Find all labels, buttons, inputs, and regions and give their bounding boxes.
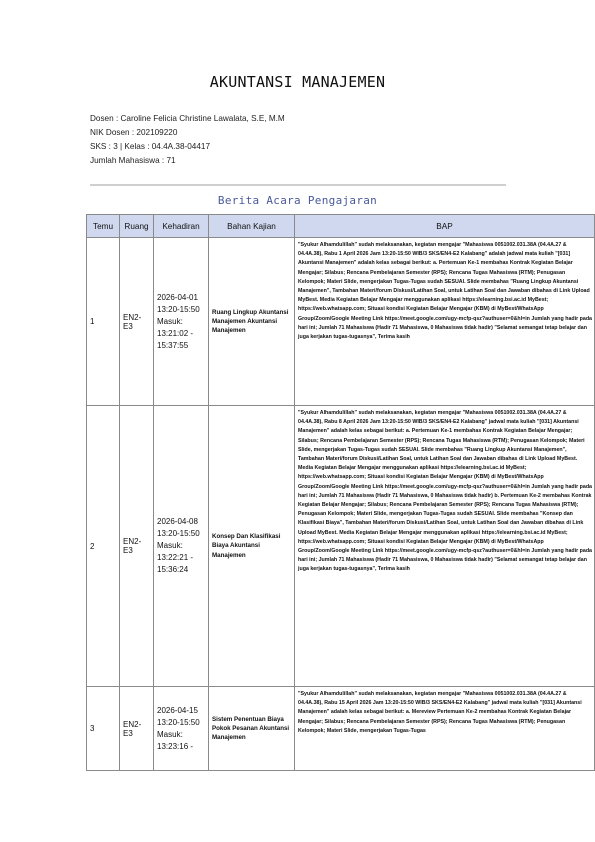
cell-ruang: EN2-E3 xyxy=(120,406,154,687)
header-kehadiran: Kehadiran xyxy=(154,215,209,238)
header-ruang: Ruang xyxy=(120,215,154,238)
table-row xyxy=(87,406,595,687)
cell-bap xyxy=(295,687,595,771)
cell-ruang: EN2-E3 xyxy=(120,687,154,771)
kehadiran-date: 2026-04-08 13:20-15:50 xyxy=(157,517,200,538)
cell-kehadiran xyxy=(154,687,209,771)
table-row xyxy=(87,238,595,406)
cell-kehadiran xyxy=(154,406,209,687)
header-bap: BAP xyxy=(295,215,595,238)
table-row xyxy=(87,687,595,771)
cell-bahan-kajian: Sistem Penentuan Biaya Pokok Pesanan Akuntansi Manajemen xyxy=(209,687,295,771)
cell-bap: "Syukur Alhamdulillah" sudah melaksanakan, kegiatan mengajar "Mahasiswa 0051002.031.38A (04.4A.27 & 04.4A.38), Rabu 8 April 2026 Jam 13:20-15:50 WIB/3 SKS/EN4-E2 Kalabang" jadwal mata kuliah "[031] Akuntansi Manajemen" adalah kelas sebagai berikut: a. Pertemuan Ke-1 membahas Kontrak Kegiatan Belajar Mengajar; Silabus; Rencana Pembelajaran Semester (RPS); Rencana Tugas Mahasiswa (RTM); Penugasan Kelompok; Materi Slide, mengerjakan Tugas-Tugas sudah SESUAI. Slide membahas "Ruang Lingkup Akuntansi Manajemen", Tambahan Materi/forum Diskusi/Latihan Soal, untuk Latihan Soal dan Jawaban dibahas di Link Upload MyBest. Media Kegiatan Belajar Mengajar menggunakan aplikasi https://elearning.bsi.ac.id MyBest; https://web.whatsapp.com; Situasi kondisi Kegiatan Belajar Mengajar (KBM) di MyBest/WhatsApp Group/Zoom/Google Meeting Link https://meet.google.com/ugy-mcfp-qsz?authuser=0&hl=in Jumlah yang hadir pada hari ini; Jumlah 71 Mahasiswa (Hadir 71 Mahasiswa, 0 Mahasiswa tidak hadir) b. Pertemuan Ke-2 membahas Kontrak Kegiatan Belajar Mengajar; Silabus; Rencana Pembelajaran Semester (RPS); Rencana Tugas Mahasiswa (RTM); Penugasan Kelompok; Materi Slide, mengerjakan Tugas-Tugas sudah SESUAI. Slide membahas "Konsep dan Klasifikasi Biaya", Tambahan Materi/forum Diskusi/Latihan Soal, untuk Latihan Soal dan Jawaban dibahas di Link Upload MyBest. Media Kegiatan Belajar Mengajar menggunakan aplikasi https://elearning.bsi.ac.id MyBest; https://web.whatsapp.com; Situasi kondisi Kegiatan Belajar Mengajar (KBM) di MyBest/WhatsApp Group/Zoom/Google Meeting Link https://meet.google.com/ugy-mcfp-qsz?authuser=0&hl=in Jumlah yang hadir pada hari ini; Jumlah 71 Mahasiswa (Hadir 71 Mahasiswa, 0 Mahasiswa tidak hadir) "Selamat semangat tetap belajar dan juga kerjakan tugas-tugasnya", Terima kasih xyxy=(295,406,595,687)
sks-class: SKS : 3 | Kelas : 04.4A.38-04417 xyxy=(90,142,211,151)
student-count: Jumlah Mahasiswa : 71 xyxy=(90,156,176,165)
course-info xyxy=(90,112,285,168)
header-bahan-kajian: Bahan Kajian xyxy=(209,215,295,238)
kehadiran-masuk: Masuk: 13:21:02 - 15:37:55 xyxy=(157,316,194,350)
section-title: Berita Acara Pengajaran xyxy=(217,194,378,207)
cell-temu: 3 xyxy=(87,687,120,771)
cell-temu: 2 xyxy=(87,406,120,687)
cell-bap: "Syukur Alhamdulillah" sudah melaksanakan, kegiatan mengajar "Mahasiswa 0051002.031.38A (04.4A.27 & 04.4A.38), Rabu 1 April 2026 Jam 13:20-15:50 WIB/3 SKS/EN4-E2 Kalabang" adalah jadwal mata kuliah "[031] Akuntansi Manajemen" adalah kelas sebagai berikut: a. Pertemuan Ke-1 membahas Kontrak Kegiatan Belajar Mengajar; Silabus; Rencana Pembelajaran Semester (RPS); Rencana Tugas Mahasiswa (RTM); Penugasan Kelompok; Materi Slide, mengerjakan Tugas-Tugas sudah SESUAI. Slide membahas "Ruang Lingkup Akuntansi Manajemen", Tambahan Materi/forum Diskusi/Latihan Soal, untuk Latihan Soal dan Jawaban dibahas di Link Upload MyBest. Media Kegiatan Belajar Mengajar menggunakan aplikasi https://elearning.bsi.ac.id MyBest; https://web.whatsapp.com; Situasi kondisi Kegiatan Belajar Mengajar (KBM) di MyBest/WhatsApp Group/Zoom/Google Meeting Link https://meet.google.com/ugy-mcfp-qsz?authuser=0&hl=in Jumlah yang hadir pada hari ini; Jumlah 71 Mahasiswa (Hadir 71 Mahasiswa, 0 Mahasiswa tidak hadir) "Selamat semangat tetap belajar dan juga kerjakan tugas-tugasnya", Terima kasih xyxy=(295,238,595,406)
kehadiran-date: 2026-04-15 13:20-15:50 xyxy=(157,705,200,727)
bap-text: "Syukur Alhamdulillah" sudah melaksanakan, kegiatan mengajar "Mahasiswa 0051002.031.38A (04.4A.27 & 04.4A.38), Rabu 15 April 2026 Jam 13:20-15:50 WIB/3 SKS/EN4-E2 Kalabang" jadwal mata kuliah "[031] Akuntansi Manajemen" adalah kelas sebagai berikut: a. Mereview Pertemuan Ke-2 membahas Kontrak Kegiatan Belajar Mengajar; Silabus; Rencana Pembelajaran Semester (RPS); Rencana Tugas Mahasiswa (RTM); Penugasan Kelompok; Materi Slide, mengerjakan Tugas-Tugas xyxy=(298,691,582,734)
kehadiran-masuk: Masuk: 13:23:16 - xyxy=(157,729,194,751)
kehadiran-masuk: Masuk: 13:22:21 - 15:36:24 xyxy=(157,541,194,574)
cell-temu: 1 xyxy=(87,238,120,406)
lecturer-name: Dosen : Caroline Felicia Christine Lawalata, S.E, M.M xyxy=(90,114,285,123)
header-temu: Temu xyxy=(87,215,120,238)
kehadiran-date: 2026-04-01 13:20-15:50 xyxy=(157,292,200,314)
table-header-row xyxy=(87,215,595,238)
bap-table xyxy=(86,214,595,771)
cell-bahan-kajian: Ruang Lingkup Akuntansi Manajemen Akuntansi Manajemen xyxy=(209,238,295,406)
cell-ruang: EN2-E3 xyxy=(120,238,154,406)
lecturer-nik: NIK Dosen : 202109220 xyxy=(90,128,178,137)
cell-kehadiran xyxy=(154,238,209,406)
divider xyxy=(90,184,506,186)
kehadiran-wrapper xyxy=(157,705,205,753)
document-title: AKUNTANSI MANAJEMEN xyxy=(209,73,386,91)
cell-bahan-kajian: Konsep Dan Klasifikasi Biaya Akuntansi Manajemen xyxy=(209,406,295,687)
